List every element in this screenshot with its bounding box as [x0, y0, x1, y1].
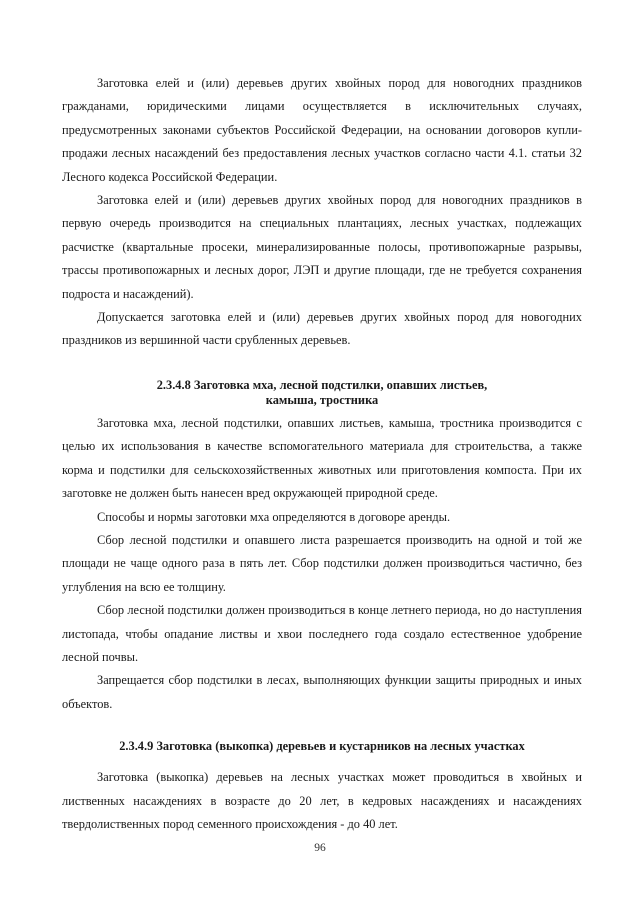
paragraph-7: Сбор лесной подстилки должен производиться в конце летнего периода, но до наступления листопада, чтобы опадание листвы и хвои последнего года создало естественное удобрение лесной почвы.: [62, 603, 582, 664]
paragraph-4: Заготовка мха, лесной подстилки, опавших листьев, камыша, тростника производится с целью их использования в качестве вспомогательного материала для строительства, а также корма и подстилки для сельскохозяйственных животных или приготовления компоста. При их заготовке не должен быть нанесен вред окружающей природной среде.: [62, 415, 582, 501]
paragraph-1: Заготовка елей и (или) деревьев других хвойных пород для новогодних праздников гражданами, юридическими лицами осуществляется в исключительных случаях, предусмотренных законами субъектов Российской Федерации, на основании договоров купли-продажи лесных насаждений без предоставления лесных участков согласно части 4.1. статьи 32 Лесного кодекса Российской Федерации.: [62, 76, 582, 184]
paragraph-6: Сбор лесной подстилки и опавшего листа разрешается производить на одной и той же площади не чаще одного раза в пять лет. Сбор подстилки должен производиться частично, без углубления на всю ее толщину.: [62, 532, 582, 594]
section-heading-wrap-2: [62, 739, 582, 754]
paragraph-8: Запрещается сбор подстилки в лесах, выполняющих функции защиты природных и иных объектов.: [62, 673, 582, 711]
page-content: [62, 72, 582, 836]
section-heading-2-3-4-9: 2.3.4.9 Заготовка (выкопка) деревьев и кустарников на лесных участках: [119, 739, 525, 754]
paragraph-2: Заготовка елей и (или) деревьев других хвойных пород для новогодних праздников в первую очередь производится на специальных плантациях, лесных участках, подлежащих расчистке (квартальные просеки, минерализированные полосы, противопожарные разрывы, трассы противопожарных и лесных дорог, ЛЭП и другие площади, где не требуется сохранения подроста и насаждений).: [62, 193, 582, 301]
paragraph-9: Заготовка (выкопка) деревьев на лесных участках может проводиться в хвойных и лиственных насаждениях в возрасте до 20 лет, в кедровых насаждениях и насаждениях твердолиственных пород семенного происхождения - до 40 лет.: [62, 770, 582, 831]
paragraph-5: Способы и нормы заготовки мха определяются в договоре аренды.: [97, 509, 451, 524]
paragraph-3: Допускается заготовка елей и (или) деревьев других хвойных пород для новогодних праздников из вершинной части срубленных деревьев.: [62, 310, 582, 348]
section-heading-2-3-4-8: 2.3.4.8 Заготовка мха, лесной подстилки, опавших листьев, камыша, тростника: [156, 377, 488, 407]
section-heading-wrap: [62, 378, 582, 408]
page-number: 96: [314, 842, 326, 854]
